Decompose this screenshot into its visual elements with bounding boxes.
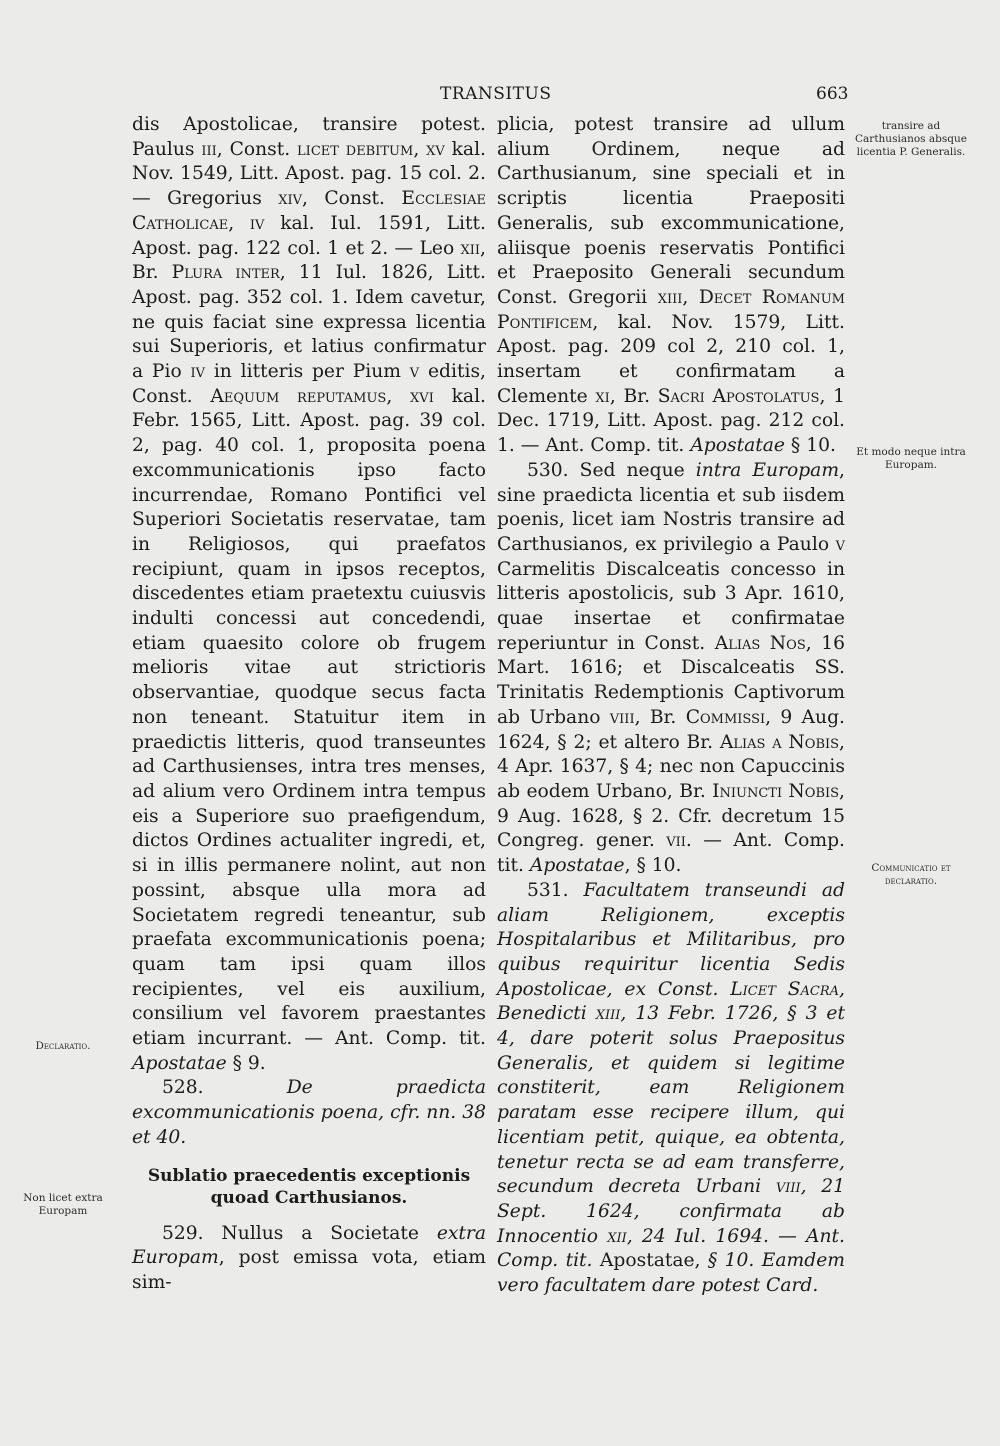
margin-note-communicatio: Communicatio et declaratio.: [871, 862, 951, 887]
margin-note-extra-europam: Non licet extra Europam: [23, 1192, 103, 1217]
margin-note-declaratio: Declaratio.: [35, 1040, 91, 1052]
paragraph-528: 528. De praedicta excommunicationis poena, cfr. nn. 38 et 40.: [132, 1077, 486, 1148]
margin-note-transire-carthusianos: transire ad Carthusianos absque licentia P. Generalis.: [855, 120, 967, 158]
paragraph-527-continued: dis Apostolicae, transire potest. Paulus iii, Const. licet debitum, xv kal. Nov. 1549, Litt. Apost. pag. 15 col. 2. — Gregorius xiv, Const. Ecclesiae Catholicae, iv kal. Iul. 1591, Litt. Apost. pag. 122 col. 1 et 2. — Leo xii, Br. Plura inter, 11 Iul. 1826, Litt. Apost. pag. 352 col. 1. Idem cavetur, ne quis faciat sine expressa licentia sui Superioris, et latius confirmatur a Pio iv in litteris per Pium v editis, Const. Aequum reputamus, xvi kal. Febr. 1565, Litt. Apost. pag. 39 col. 2, pag. 40 col. 1, proposita poena excommunicationis ipso facto incurrendae, Romano Pontifici vel Superiori Societatis reservatae, tam in Religiosos, qui praefatos recipiunt, quam in ipsos receptos, discedentes etiam praetextu cuiusvis indulti concessi aut concedendi, etiam quaesito colore ob frugem melioris vitae aut strictioris observantiae, quodque secus facta non teneant. Statuitur item in praedictis litteris, quod transeuntes ad Carthusienses, intra tres menses, ad alium vero Ordinem intra tempus eis a Superiore suo praefigendum, dictos Ordines actualiter ingredi, et, si in illis permanere nolint, aut non possint, absque ulla mora ad Societatem regredi teneantur, sub praefata excommunicationis poena; quam tam ipsi quam illos recipientes, vel eis auxilium, consilium vel favorem praestantes etiam incurrant. — Ant. Comp. tit. Apostatae § 9.: [132, 114, 486, 1074]
running-title: TRANSITUS: [440, 84, 552, 104]
section-heading-line-1: Sublatio praecedentis exceptionis: [147, 1165, 471, 1186]
page-header: [0, 84, 1000, 110]
paragraph-531: 531. Facultatem transeundi ad aliam Religionem, exceptis Hospitalaribus et Militaribus, pro quibus requiritur licentia Sedis Apostolicae, ex Const. Licet Sacra, Benedicti xiii, 13 Febr. 1726, § 3 et 4, dare poterit solus Praepositus Generalis, et quidem si legitime constiterit, eam Religionem paratam esse recipere illum, qui licentiam petit, quique, ea obtenta, tenetur recta se ad eam transferre, secundum decreta Urbani viii, 21 Sept. 1624, confirmata ab Innocentio xii, 24 Iul. 1694. — Ant. Comp. tit. Apostatae, § 10. Eamdem vero facultatem dare potest Card.: [497, 879, 846, 1297]
paragraph-530: 530. Sed neque intra Europam, sine praedicta licentia et sub iisdem poenis, licet iam Nostris transire ad Carthusianos, ex privilegio a Paulo v Carmelitis Discalceatis concesso in litteris apostolicis, sub 3 Apr. 1610, quae insertae et confirmatae reperiuntur in Const. Alias Nos, 16 Mart. 1616; et Discalceatis SS. Trinitatis Redemptionis Captivorum ab Urbano viii, Br. Commissi, 9 Aug. 1624, § 2; et altero Br. Alias a Nobis, 4 Apr. 1637, § 4; nec non Capuccinis ab eodem Urbano, Br. Iniuncti Nobis, 9 Aug. 1628, § 2. Cfr. decretum 15 Congreg. gener. vii. — Ant. Comp. tit. Apostatae, § 10.: [497, 459, 845, 877]
page-number: 663: [816, 84, 849, 104]
right-text-column: [497, 113, 845, 1299]
left-text-column: [132, 113, 486, 1296]
margin-note-intra-europam: Et modo neque intra Europam.: [856, 446, 966, 471]
paragraph-529: 529. Nullus a Societate extra Europam, post emissa vota, etiam sim-: [132, 1222, 486, 1293]
paragraph-529-continued: plicia, potest transire ad ullum alium Ordinem, neque ad Carthusianum, sine speciali et in scriptis licentia Praepositi Generalis, sub excommunicatione, aliisque poenis reservatis Pontifici et Praeposito Generali secundum Const. Gregorii xiii, Decet Romanum Pontificem, kal. Nov. 1579, Litt. Apost. pag. 209 col 2, 210 col. 1, insertam et confirmatam a Clemente xi, Br. Sacri Apostolatus, 1 Dec. 1719, Litt. Apost. pag. 212 col. 1. — Ant. Comp. tit. Apostatae § 10.: [497, 114, 845, 457]
section-heading: [132, 1165, 486, 1209]
section-heading-line-2: quoad Carthusianos.: [210, 1187, 408, 1208]
